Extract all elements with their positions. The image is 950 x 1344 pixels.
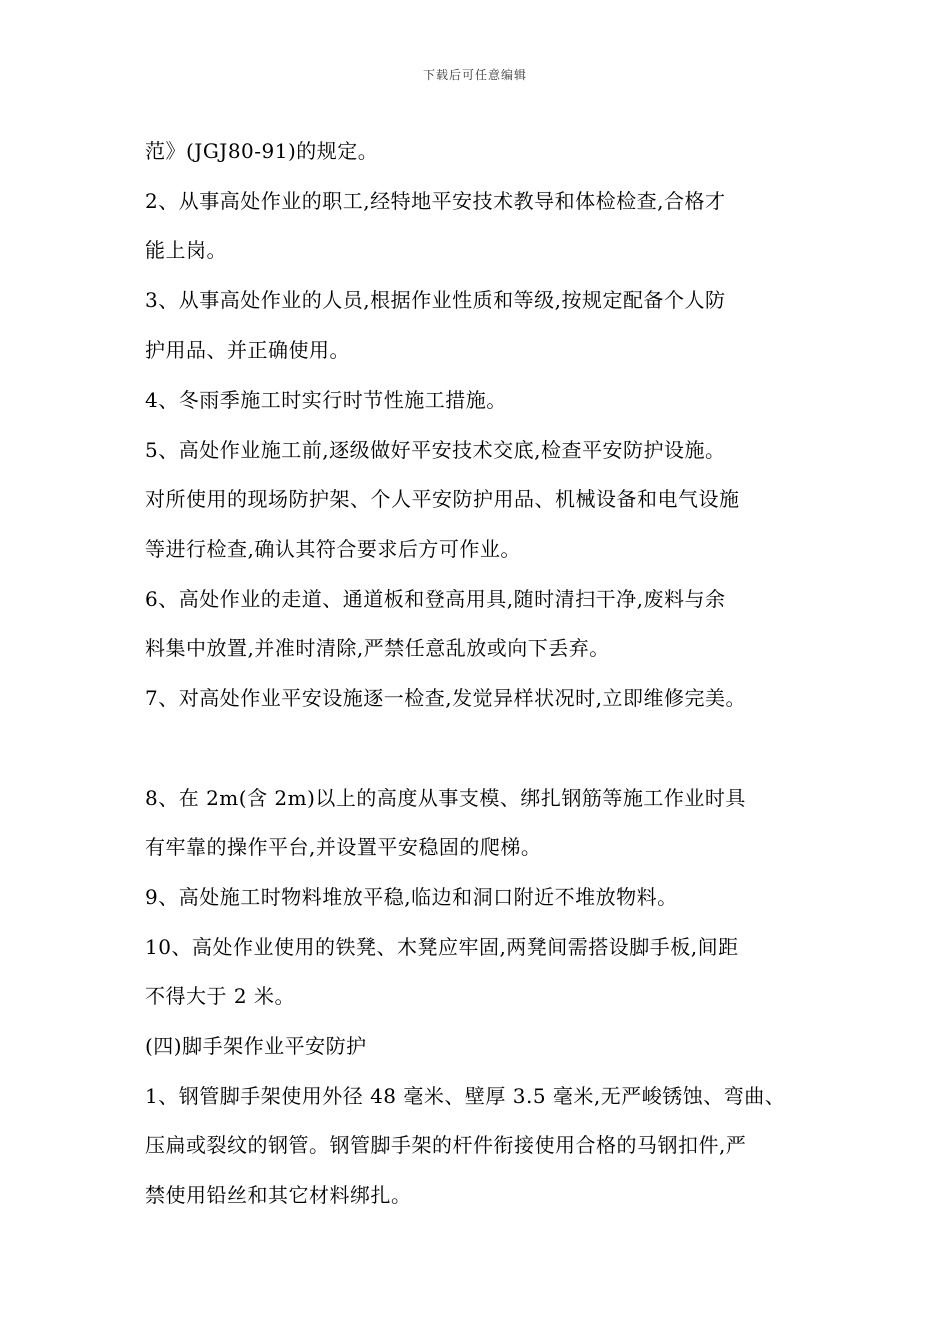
text-line: 2、从事高处作业的职工,经特地平安技术教导和体检检查,合格才 bbox=[145, 189, 726, 213]
text-line: 4、冬雨季施工时实行时节性施工措施。 bbox=[145, 388, 507, 412]
text-line: 8、在 2m(含 2m)以上的高度从事支模、绑扎钢筋等施工作业时具 bbox=[145, 786, 746, 810]
text-line: 料集中放置,并准时清除,严禁任意乱放或向下丢弃。 bbox=[145, 636, 610, 660]
text-line: 有牢靠的操作平台,并设置平安稳固的爬梯。 bbox=[145, 835, 542, 859]
text-line: 护用品、并正确使用。 bbox=[145, 338, 350, 362]
section-heading: (四)脚手架作业平安防护 bbox=[145, 1034, 367, 1058]
text-line: 能上岗。 bbox=[145, 238, 227, 262]
text-line: 禁使用铅丝和其它材料绑扎。 bbox=[145, 1183, 412, 1207]
text-line: 6、高处作业的走道、通道板和登高用具,随时清扫干净,废料与余 bbox=[145, 587, 726, 611]
text-line: 7、对高处作业平安设施逐一检查,发觉异样状况时,立即维修完美。 bbox=[145, 686, 746, 710]
text-line: 5、高处作业施工前,逐级做好平安技术交底,检查平安防护设施。 bbox=[145, 438, 726, 462]
text-line: 1、钢管脚手架使用外径 48 毫米、壁厚 3.5 毫米,无严峻锈蚀、弯曲、 bbox=[145, 1084, 786, 1108]
text-line: 不得大于 2 米。 bbox=[145, 984, 295, 1008]
text-line: 压扁或裂纹的钢管。钢管脚手架的杆件衔接使用合格的马钢扣件,严 bbox=[145, 1133, 747, 1157]
text-line: 9、高处施工时物料堆放平稳,临边和洞口附近不堆放物料。 bbox=[145, 885, 678, 909]
text-line: 对所使用的现场防护架、个人平安防护用品、机械设备和电气设施 bbox=[145, 487, 740, 511]
text-line: 10、高处作业使用的铁凳、木凳应牢固,两凳间需搭设脚手板,间距 bbox=[145, 935, 739, 959]
text-line: 范》(JGJ80-91)的规定。 bbox=[145, 139, 379, 163]
text-line: 等进行检查,确认其符合要求后方可作业。 bbox=[145, 537, 521, 561]
text-line: 3、从事高处作业的人员,根据作业性质和等级,按规定配备个人防 bbox=[145, 288, 726, 312]
page-header: 下载后可任意编辑 bbox=[422, 68, 527, 82]
